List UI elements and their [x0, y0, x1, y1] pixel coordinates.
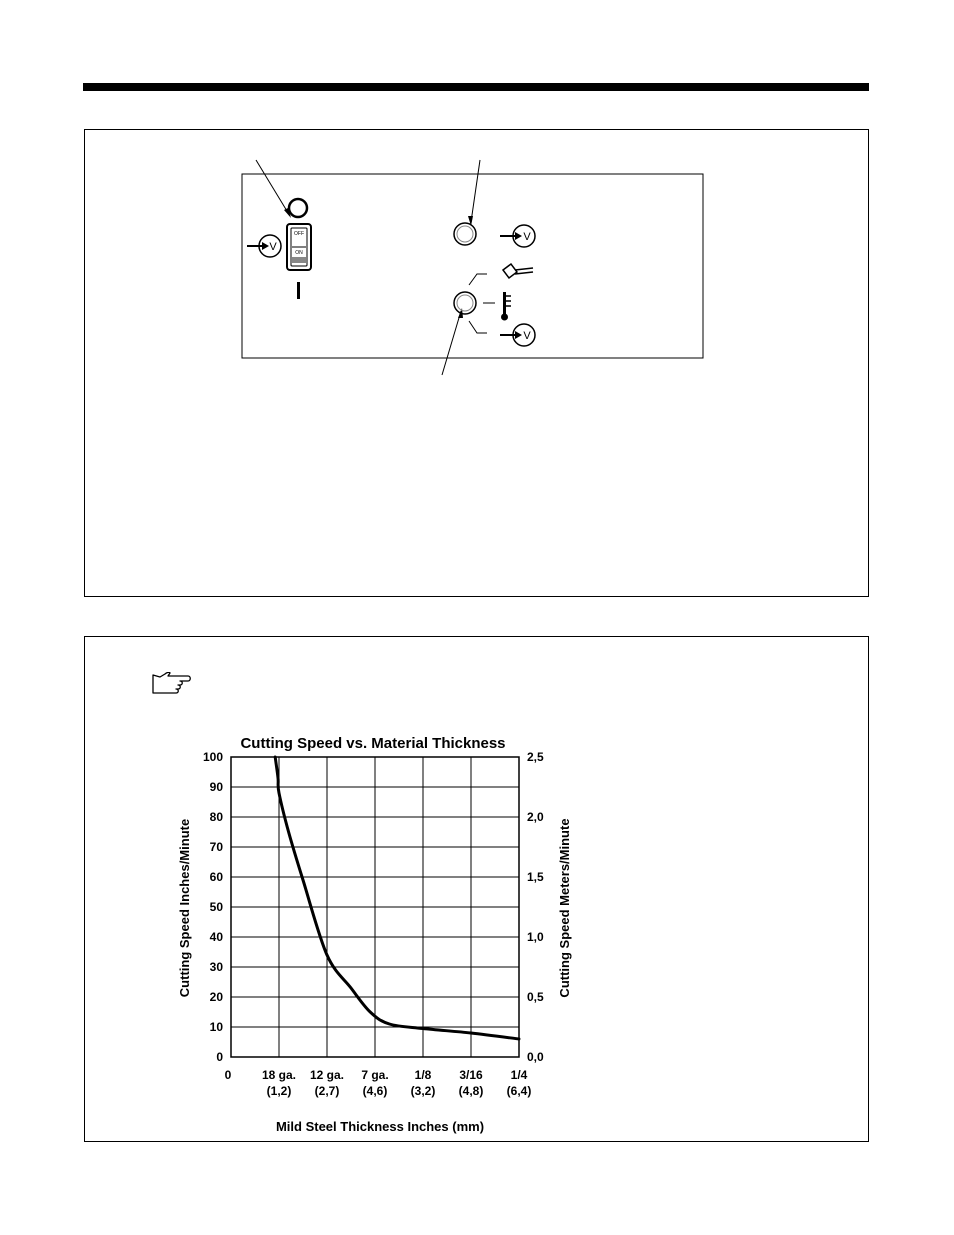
y-tick-label: 100 — [202, 750, 223, 764]
leader-line-power-light — [471, 160, 480, 222]
x-tick-label-metric: (1,2) — [266, 1084, 292, 1098]
bracket-line-bottom — [469, 321, 487, 333]
cutting-speed-chart — [85, 637, 870, 1143]
x-tick-label-metric: (3,2) — [410, 1084, 436, 1098]
y-tick-label: 10 — [209, 1020, 223, 1034]
power-indicator-light — [454, 223, 476, 245]
y-tick-label: 80 — [209, 810, 223, 824]
fault-indicator-light — [454, 292, 476, 314]
power-circle-icon — [289, 199, 307, 217]
svg-text:V: V — [269, 241, 277, 253]
torch-icon — [503, 264, 533, 278]
y2-tick-label: 1,0 — [527, 930, 544, 944]
y-tick-label: 40 — [209, 930, 223, 944]
thermometer-icon — [501, 292, 511, 321]
power-switch[interactable] — [287, 224, 311, 270]
y-tick-label: 0 — [216, 1050, 223, 1064]
switch-on-label: ON — [295, 250, 303, 256]
y-tick-label: 70 — [209, 840, 223, 854]
y2-tick-label: 1,5 — [527, 870, 544, 884]
x-tick-label-metric: (6,4) — [506, 1084, 532, 1098]
y2-axis-label: Cutting Speed Meters/Minute — [557, 818, 572, 998]
x-tick-label: 1/8 — [414, 1068, 432, 1082]
x-tick-label: 18 ga. — [261, 1068, 297, 1082]
x-tick-label: 12 ga. — [309, 1068, 345, 1082]
y2-tick-label: 2,5 — [527, 750, 544, 764]
power-on-bar-icon — [297, 282, 300, 299]
control-panel-diagram — [85, 130, 870, 598]
y-tick-label: 20 — [209, 990, 223, 1004]
x-tick-label-metric: (2,7) — [314, 1084, 340, 1098]
y-tick-label: 60 — [209, 870, 223, 884]
switch-off-label: OFF — [294, 231, 304, 237]
voltage-arrow-icon — [247, 235, 281, 257]
x-tick-label-metric: (4,6) — [362, 1084, 388, 1098]
y-tick-label: 50 — [209, 900, 223, 914]
leader-line-fault-light — [442, 311, 461, 375]
x-tick-label: 0 — [224, 1068, 232, 1082]
chart-grid — [231, 757, 519, 1057]
x-tick-label: 1/4 — [510, 1068, 528, 1082]
x-tick-label-metric: (4,8) — [458, 1084, 484, 1098]
svg-text:V: V — [523, 330, 531, 342]
y-tick-label: 90 — [209, 780, 223, 794]
x-axis-ticks — [225, 1068, 532, 1098]
pointing-hand-icon — [150, 672, 194, 696]
x-tick-label: 7 ga. — [361, 1068, 389, 1082]
bracket-line-top — [469, 274, 487, 285]
y-axis-ticks — [203, 750, 223, 1064]
voltage-arrow-icon — [500, 324, 535, 346]
y-axis-label: Cutting Speed Inches/Minute — [177, 818, 192, 998]
y2-tick-label: 2,0 — [527, 810, 544, 824]
y-tick-label: 30 — [209, 960, 223, 974]
y2-tick-label: 0,0 — [527, 1050, 544, 1064]
chart-title: Cutting Speed vs. Material Thickness — [240, 735, 506, 752]
cutting-speed-figure-frame — [84, 636, 869, 1142]
x-tick-label: 3/16 — [459, 1068, 483, 1082]
top-rule — [83, 83, 869, 91]
y2-axis-ticks — [527, 750, 544, 1064]
voltage-arrow-icon — [500, 225, 535, 247]
y2-tick-label: 0,5 — [527, 990, 544, 1004]
x-axis-label: Mild Steel Thickness Inches (mm) — [275, 1119, 485, 1134]
leader-line-power-switch — [256, 160, 290, 216]
control-panel-figure-frame — [84, 129, 869, 597]
svg-text:V: V — [523, 231, 531, 243]
